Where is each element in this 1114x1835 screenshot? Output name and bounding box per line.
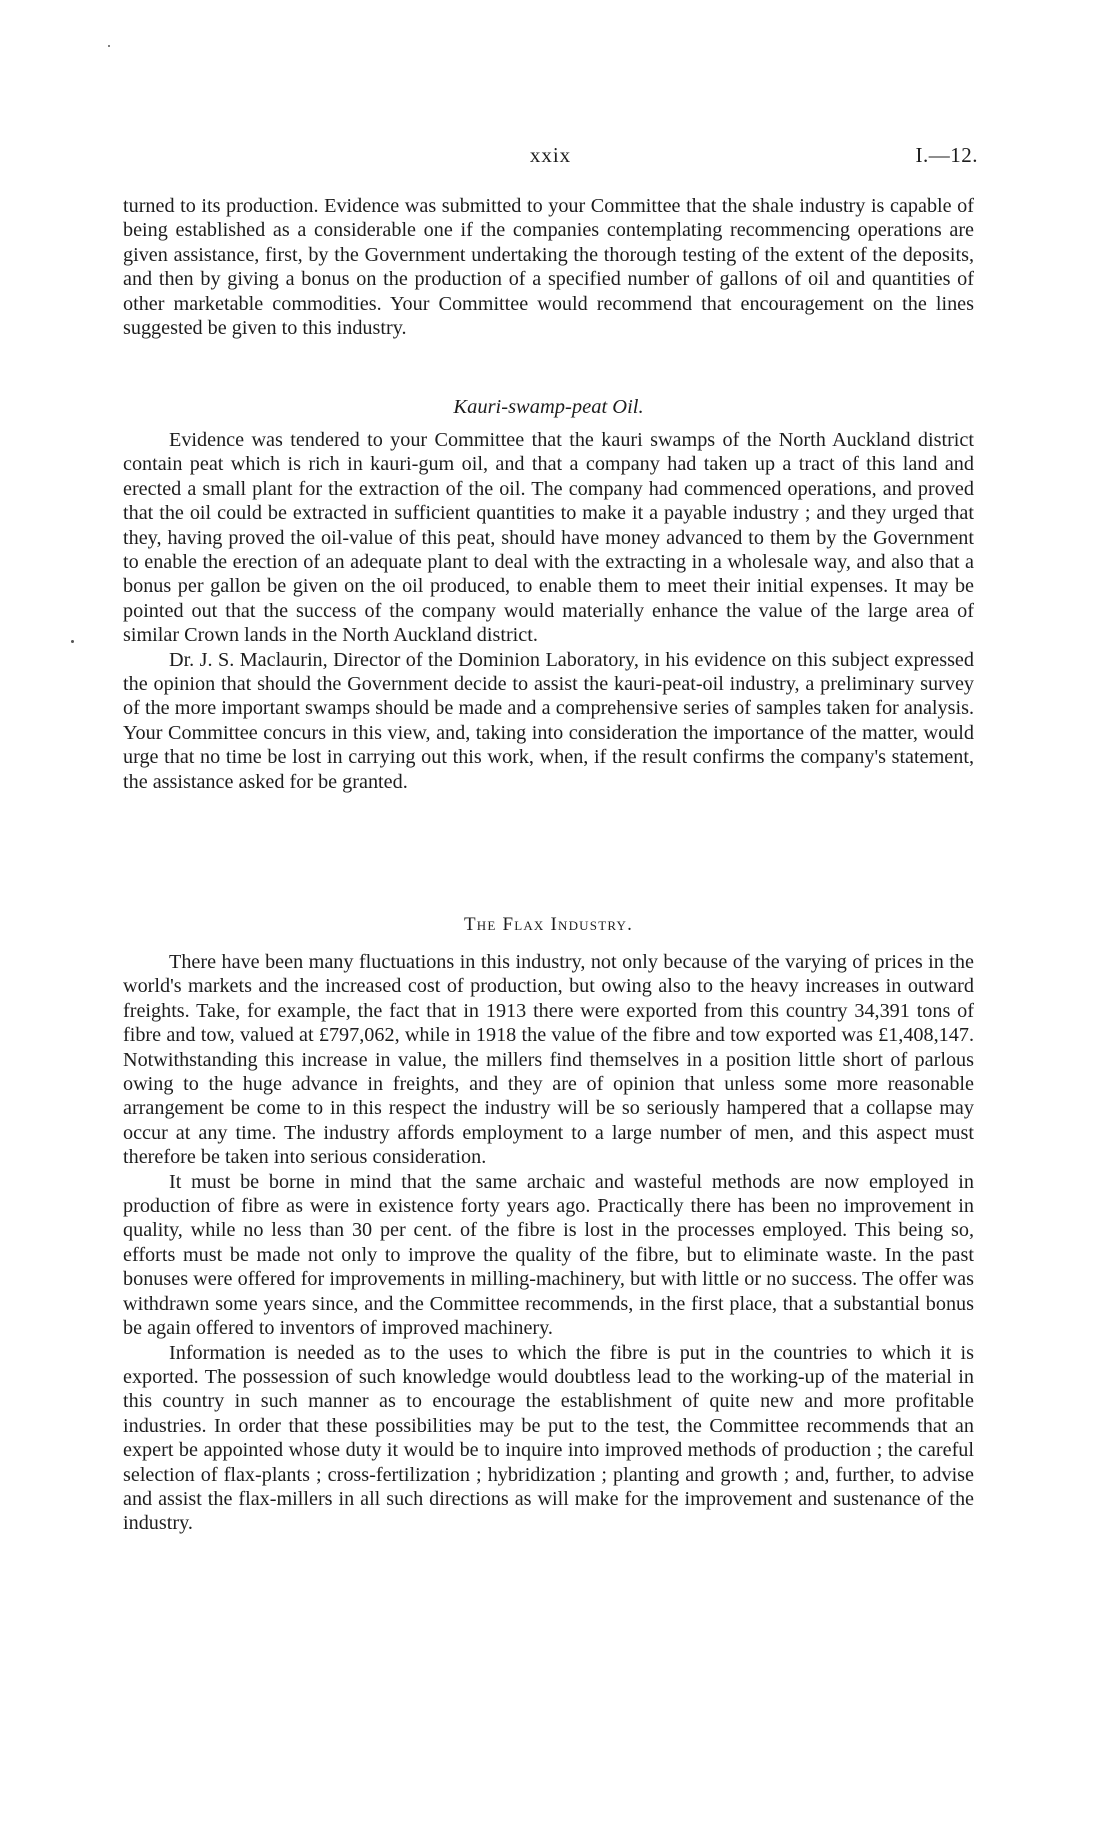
page-number: xxix (529, 143, 572, 167)
shale-continuation-paragraph: turned to its production. Evidence was submitted to your Committee that the shale industry is capable of being established as a considerable one if the companies contemplating recommencing operations are given assistance, first, by the Government undertaking the thorough testing of the extent of the deposits, and then by giving a bonus on the production of a specified number of gallons of oil and quantities of other marketable commodities. Your Committee would recommend that encouragement on the lines suggested be given to this industry. (123, 195, 974, 340)
flax-paragraph-3: Information is needed as to the uses to which the fibre is put in the countries to which it is exported. The possession of such knowledge would doubtless lead to the working-up of the material in this country in such manner as to encourage the establishment of quite new and more profitable industries. In order that these possibilities may be put to the test, the Committee recommends that an expert be appointed whose duty it would be to inquire into improved methods of production ; the careful selection of flax-plants ; cross-fertilization ; hybridization ; planting and growth ; and, further, to advise and assist the flax-millers in all such directions as will make for the improvement and sustenance of the industry. (123, 1341, 974, 1535)
flax-paragraph-1: There have been many fluctuations in this industry, not only because of the varying of prices in the world's markets and the increased cost of production, but owing also to the heavy increases in outward freights. Take, for example, the fact that in 1913 there were exported from this country 34,391 tons of fibre and tow, valued at £797,062, while in 1918 the value of the fibre and tow exported was £1,408,147. Notwithstanding this increase in value, the millers find themselves in a position little short of parlous owing to the huge advance in freights, and they are of opinion that unless some more reasonable arrangement be come to in this respect the industry will be so seriously hampered that a collapse may occur at any time. The industry affords employment to a large number of men, and this aspect must therefore be taken into serious consideration. (123, 951, 974, 1169)
flax-industry-section (123, 950, 974, 1536)
kauri-oil-paragraph-2: Dr. J. S. Maclaurin, Director of the Dominion Laboratory, in his evidence on this subject expressed the opinion that should the Government decide to assist the kauri-peat-oil industry, a preliminary survey of the more important swamps should be made and a comprehensive series of samples taken for analysis. Your Committee concurs in this view, and, taking into consideration the importance of the matter, would urge that no time be lost in carrying out this work, when, if the result confirms the company's statement, the assistance asked for be granted. (123, 648, 974, 793)
scan-speck (108, 45, 110, 47)
shale-section (123, 194, 974, 340)
scan-speck (71, 640, 74, 643)
flax-industry-heading: The Flax Industry. (463, 914, 634, 935)
kauri-oil-section (123, 428, 974, 794)
kauri-oil-paragraph-1: Evidence was tendered to your Committee that the kauri swamps of the North Auckland district contain peat which is rich in kauri-gum oil, and that a company had taken up a tract of this land and erected a small plant for the extraction of the oil. The company had commenced operations, and proved that the oil could be extracted in sufficient quantities to make it a payable industry ; and they urged that they, having proved the oil-value of this peat, should have money advanced to them by the Government to enable the erection of an adequate plant to deal with the extracting in a wholesale way, and also that a bonus per gallon be given on the oil produced, to enable them to meet their initial expenses. It may be pointed out that the success of the company would materially enhance the value of the large area of similar Crown lands in the North Auckland district. (123, 429, 974, 647)
page-header (123, 143, 978, 173)
kauri-oil-heading: Kauri-swamp-peat Oil. (453, 396, 644, 418)
paper-reference: I.—12. (915, 143, 978, 167)
flax-paragraph-2: It must be borne in mind that the same archaic and wasteful methods are now employed in production of fibre as were in existence forty years ago. Practically there has been no improvement in quality, while no less than 30 per cent. of the fibre is lost in the processes employed. This being so, efforts must be made not only to improve the quality of the fibre, but to eliminate waste. In the past bonuses were offered for improvements in milling-machinery, but with little or no success. The offer was withdrawn some years since, and the Committee recommends, in the first place, that a substantial bonus be again offered to inventors of improved machinery. (123, 1170, 974, 1340)
